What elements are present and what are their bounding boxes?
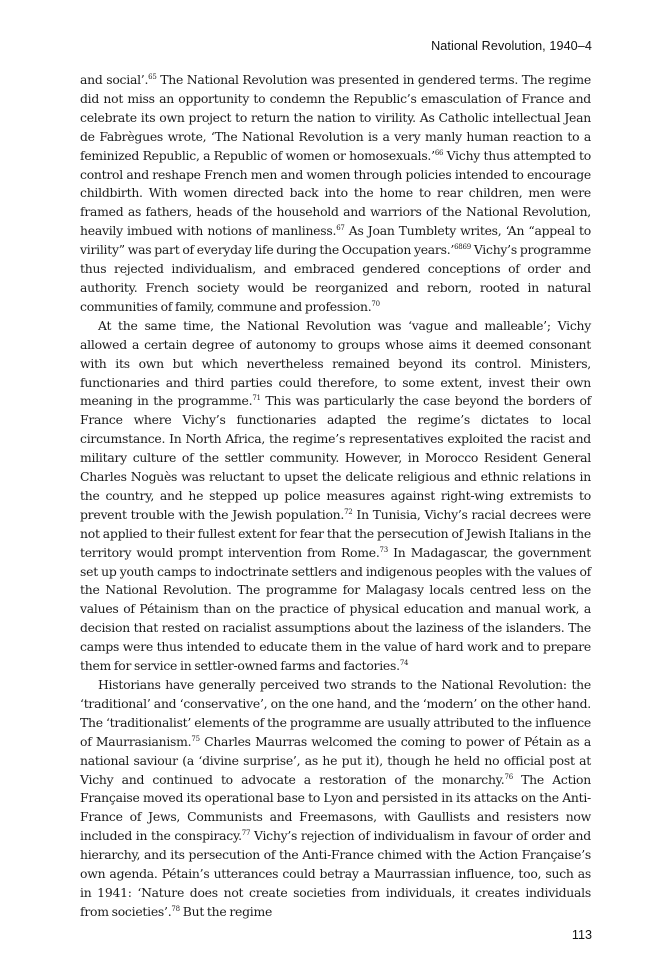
text-run: As Joan Tumblety writes, ‘An “appeal to virility” was part of everyday life during the Occupation years.’ <box>80 223 591 258</box>
footnote-marker: 67 <box>336 224 345 233</box>
text-run: and social’. <box>80 72 149 87</box>
text-run: Historians have generally perceived two strands to the National Revolution: the ‘traditional’ and ‘conservative’, on the one hand, and the ‘modern’ on the other hand. The ‘traditionalist’ elements of the programme are usually attributed to the influence of Maurrasianism. <box>80 677 591 749</box>
paragraph <box>80 676 591 922</box>
footnote-marker: 65 <box>148 73 157 81</box>
running-head: National Revolution, 1940–4 <box>431 39 592 53</box>
footnote-marker: 72 <box>344 507 353 516</box>
footnote-marker: 76 <box>504 772 513 781</box>
text-run: Vichy’s rejection of individualism in favour of order and hierarchy, and its persecution of the Anti-France chimed with the Action Française’s own agenda. Pétain’s utterances could betray a Maurrassian influence, too, such as in 1941: ‘Nature does not create societies from individuals, it creates individuals from societies’. <box>80 828 591 919</box>
text-run: Vichy’s programme thus rejected individualism, and embraced gendered conceptions of order and authority. French society would be reorganized and reborn, rooted in natural communities of family, commune and profession. <box>80 242 592 314</box>
footnote-marker: 71 <box>252 394 261 403</box>
footnote-marker: 74 <box>399 659 409 668</box>
text-run: Charles Maurras welcomed the coming to power of Pétain as a national saviour (a ‘divine surprise’, as he put it), though he held no official post at Vichy and continued to advocate a restoration of the monarchy. <box>80 733 591 787</box>
footnote-marker: 77 <box>241 829 251 838</box>
text-run: This was particularly the case beyond the borders of France where Vichy’s functionaries adapted the regime’s dictates to local circumstance. In North Africa, the regime’s representatives exploited the racist and military culture of the settler community. However, in Morocco Resident General Charles Noguès was reluctant to upset the delicate religious and ethnic relations in the country, and he stepped up police measures against right-wing extremists to prevent trouble with the Jewish population. <box>80 393 591 522</box>
text-run: Vichy thus attempted to control and reshape French men and women through policies intended to encourage childbirth. With women directed back into the home to rear children, men were framed as fathers, heads of the household and warriors of the National Revolution, heavily imbued with notions of manliness. <box>80 147 591 239</box>
paragraph <box>80 317 591 676</box>
text-run: The National Revolution was presented in gendered terms. The regime did not miss an opportunity to condemn the Republic’s emasculation of France and celebrate its own project to return the nation to virility. As Catholic intellectual Jean de Fabrègues wrote, ‘The National Revolution is a very manly human reaction to a feminized Republic, a Republic of women or homosexuals.’ <box>80 72 591 163</box>
text-run: In Madagascar, the government set up youth camps to indoctrinate settlers and indigenous peoples with the values of the National Revolution. The programme for Malagasy locals centred less on the values of Pétainism than on the practice of physical education and manual work, a decision that rested on racialist assumptions about the laziness of the islanders. The camps were thus intended to educate them in the value of hard work and to prepare them for service in settler-owned farms and factories. <box>80 544 591 674</box>
footnote-marker: 70 <box>371 299 380 308</box>
text-run: The Action Française moved its operational base to Lyon and persisted in its attacks on the Anti-France of Jews, Communists and Freemasons, with Gaullists and resisters now included in the conspiracy. <box>80 771 591 844</box>
footnote-marker: 75 <box>191 734 200 743</box>
footnote-marker: 78 <box>171 904 180 913</box>
body-text <box>80 71 591 922</box>
footnote-marker: 66 <box>434 148 444 157</box>
page-number: 113 <box>571 928 592 942</box>
text-run: But the regime <box>179 903 273 919</box>
footnote-marker: 6869 <box>454 243 471 252</box>
paragraph <box>80 71 591 317</box>
text-run: In Tunisia, Vichy’s racial decrees were not applied to their fullest extent for fear that the persecution of Jewish Italians in the territory would prompt intervention from Rome. <box>80 506 591 560</box>
text-run: At the same time, the National Revolution was ‘vague and malleable’; Vichy allowed a certain degree of autonomy to groups whose aims it deemed consonant with its own but which nevertheless remained beyond its control. Ministers, functionaries and third parties could therefore, to some extent, invest their own meaning in the programme. <box>80 317 591 409</box>
footnote-marker: 73 <box>379 545 388 554</box>
